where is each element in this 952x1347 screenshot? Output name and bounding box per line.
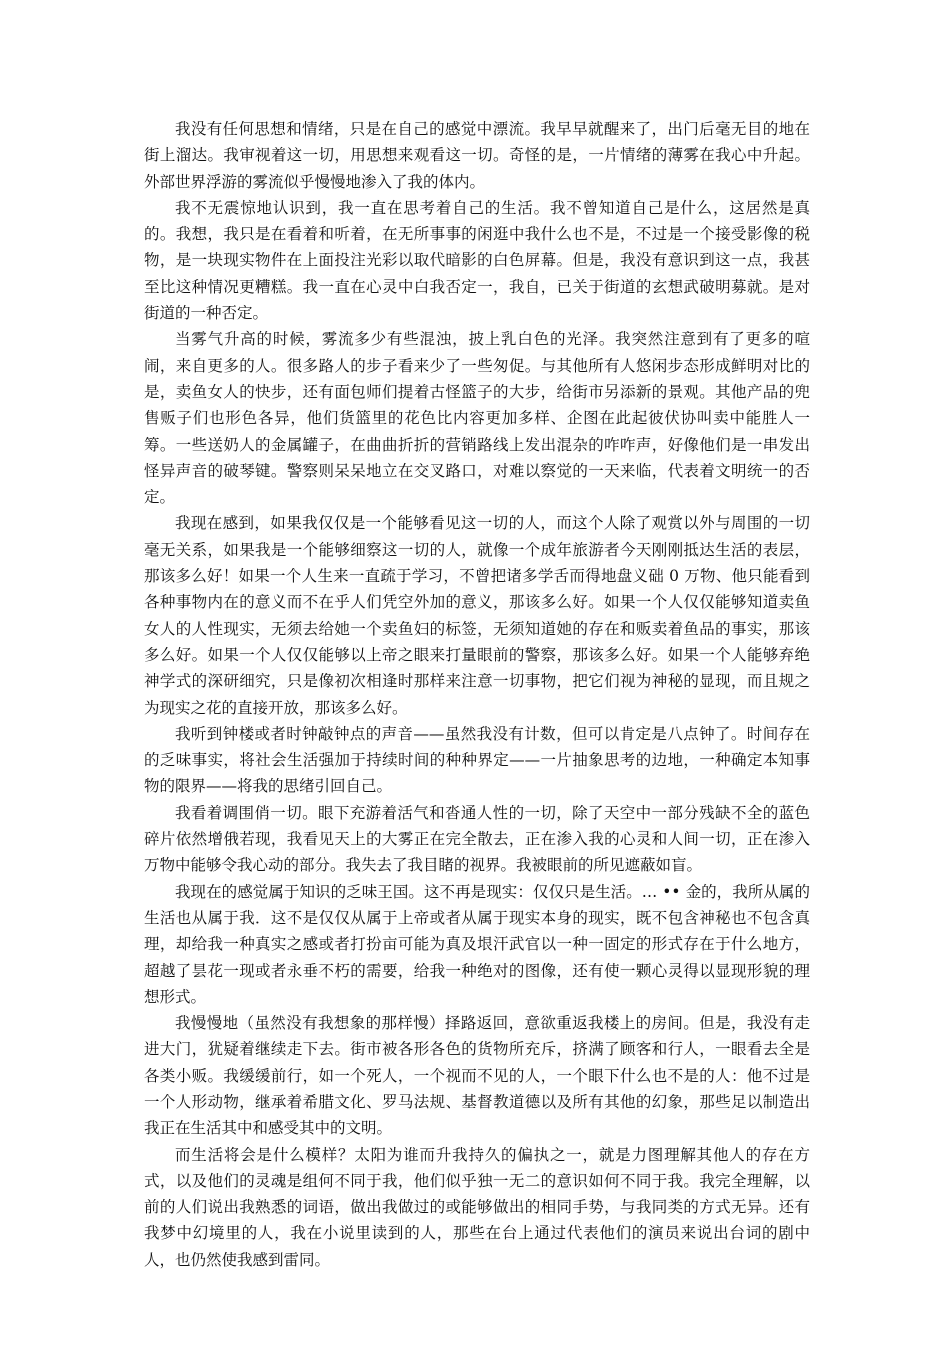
paragraph: 我没有任何思想和情绪，只是在自己的感觉中漂流。我早早就醒来了，出门后毫无目的地在街上溜达。我审视着这一切，用思想来观看这一切。奇怪的是，一片情绪的薄雾在我心中升起。外部世界浮游的雾流似乎慢慢地渗入了我的体内。	[144, 120, 810, 191]
paragraph: 我看着调围俏一切。眼下充游着活气和沓通人性的一切，除了天空中一部分残缺不全的蓝色碎片依然增俄若现，我看见天上的大雾正在完全散去，正在渗入我的心灵和人间一切，正在渗入万物中能够令我心动的部分。我失去了我目睹的视界。我被眼前的所见遮蔽如盲。	[144, 803, 810, 875]
document-body	[144, 116, 810, 1273]
paragraph: 我慢慢地（虽然没有我想象的那样慢）择路返回，意欲重返我楼上的房间。但是，我没有走进大门，犹疑着继续走下去。街市被各形各色的货物所充斥，挤满了顾客和行人，一眼看去全是各类小贩。我缓缓前行，如一个死人，一个视而不见的人，一个眼下什么也不是的人：他不过是一个人形动物，继承着希腊文化、罗马法规、基督教道德以及所有其他的幻象，那些足以制造出我正在生活其中和感受其中的文明。	[144, 1014, 810, 1138]
paragraph: 当雾气升高的时候，雾流多少有些混浊，披上乳白色的光泽。我突然注意到有了更多的喧闹，来自更多的人。很多路人的步子看来少了一些匆促。与其他所有人悠闲步态形成鲜明对比的是，卖鱼女人的快步，还有面包师们提着古怪篮子的大步，给街市另添新的景观。其他产品的兜售贩子们也形色各异，他们货篮里的花色比内容更加多样、企图在此起彼伏协叫卖中能胜人一筹。一些送奶人的金属罐子，在曲曲折折的营销路线上发出混杂的咋咋声，好像他们是一串发出怪异声音的破琴键。警察则呆呆地立在交叉路口，对难以察觉的一天来临，代表着文明统一的否定。	[144, 330, 810, 507]
paragraph: 我听到钟楼或者时钟敲钟点的声音——虽然我没有计数，但可以肯定是八点钟了。时间存在的乏味事实，将社会生活强加于持续时间的种种界定——一片抽象思考的边地，一种确定本知事物的限界——将我的思绪引回自己。	[144, 724, 810, 796]
paragraph: 我现在感到，如果我仅仅是一个能够看见这一切的人，而这个人除了观赏以外与周围的一切毫无关系，如果我是一个能够细察这一切的人，就像一个成年旅游者今天刚刚抵达生活的表层，那该多么好！如果一个人生来一直疏于学习，不曾把诸多学舌而得地盘义础 0 万物、他只能看到各种事物内在的意义而不在乎人们凭空外加的意义，那该多么好。如果一个人仅仅能够知道卖鱼女人的人性现实，无须去给她一个卖鱼妇的标签，无须知道她的存在和贩卖着鱼品的事实，那该多么好。如果一个人仅仅能够以上帝之眼来打量眼前的警察，那该多么好。如果一个人能够弃绝神学式的深研细究，只是像初次相逢时那样来注意一切事物，把它们视为神秘的显现，而且规之为现实之花的直接开放，那该多么好。	[144, 514, 810, 717]
paragraph: 我现在的感觉属于知识的乏味王国。这不再是现实：仅仅只是生活。… •• 金的，我所从属的生活也从属于我．这不是仅仅从属于上帝或者从属于现实本身的现实，既不包含神秘也不包含真理，却给我一种真实之感或者打扮亩可能为真及垠汗武官以一种一固定的形式存在于什么地方，超越了昙花一现或者永垂不朽的需要，给我一种绝对的图像，还有使一颗心灵得以显现形貌的理想形式。	[144, 882, 810, 1006]
paragraph: 而生活将会是什么模样？太阳为谁而升我持久的偏执之一，就是力图理解其他人的存在方式，以及他们的灵魂是组何不同于我，他们似乎独一无二的意识如何不同于我。我完全理解，以前的人们说出我熟悉的词语，做出我做过的或能够做出的相同手势，与我同类的方式无异。还有我梦中幻境里的人，我在小说里读到的人，那些在台上通过代表他们的演员来说出台词的剧中人，也仍然使我感到雷同。	[144, 1145, 810, 1269]
paragraph: 我不无震惊地认识到，我一直在思考着自己的生活。我不曾知道自己是什么，这居然是真的。我想，我只是在看着和听着，在无所事事的闲逛中我什么也不是，不过是一个接受影像的税物，是一块现实物件在上面投注光彩以取代暗影的白色屏幕。但是，我没有意识到这一点，我甚至比这种情况更糟糕。我一直在心灵中白我否定一，我自，已关于街道的玄想武破明募就。是对街道的一种否定。	[144, 198, 810, 323]
